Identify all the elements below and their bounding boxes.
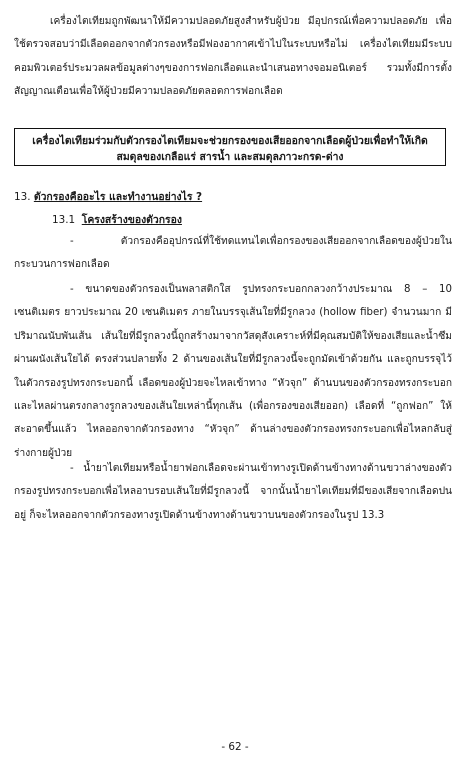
section-13-1-heading (52, 213, 182, 227)
section-13-heading (14, 190, 202, 204)
section-13-title: ตัวกรองคืออะไร และทำงานอย่างไร ? (33, 191, 203, 203)
page-number: - 62 - (221, 741, 249, 753)
callout-box: เครื่องไตเทียมร่วมกับตัวกรองไตเทียมจะช่วยกรองของเสียออกจากเลือดผู้ป่วยเพื่อทำให้เกิดสมดุลของเกลือแร่ สารน้ำ และสมดุลภาวะกรด-ด่าง (14, 128, 446, 166)
section-13-1-number: 13.1 (52, 214, 76, 226)
filter-definition-paragraph: - ตัวกรองคืออุปกรณ์ที่ใช้ทดแทนไตเพื่อกรองของเสียออกจากเลือดของผู้ป่วยในกระบวนการฟอกเลือด (14, 236, 452, 271)
intro-paragraph: เครื่องไตเทียมถูกพัฒนาให้มีความปลอดภัยสูงสำหรับผู้ป่วย มีอุปกรณ์เพื่อความปลอดภัย เพื่อใช้ตรวจสอบว่ามีเลือดออกจากตัวกรองหรือมีฟองอากาศเข้าไปในระบบหรือไม่ เครื่องไตเทียมมีระบบคอมพิวเตอร์ประมวลผลข้อมูลต่างๆของการฟอกเลือดและนำเสนอทางจอมอนิเตอร์ รวมทั้งมีการตั้งสัญญาณเตือนเพื่อให้ผู้ป่วยมีความปลอดภัยตลอดการฟอกเลือด (14, 16, 452, 98)
section-13-1-title: โครงสร้างของตัวกรอง (81, 214, 182, 226)
dialysate-flow-paragraph: - น้ำยาไตเทียมหรือน้ำยาฟอกเลือดจะผ่านเข้าทางรูเปิดด้านข้างทางด้านขวาล่างของตัวกรองรูปทรงกระบอกเพื่อไหลอาบรอบเส้นใยที่มีรูกลวงนี้ จากนั้นน้ำยาไตเทียมที่มีของเสียจากเลือดปนอยู่ ก็จะไหลออกจากตัวกรองทางรูเปิดด้านข้างทางด้านขวาบนของตัวกรองในรูป 13.3 (14, 463, 452, 521)
section-13-number: 13. (14, 191, 31, 203)
filter-structure-paragraph: - ขนาดของตัวกรองเป็นพลาสติกใส รูปทรงกระบอกกลวงกว้างประมาณ 8 – 10 เซนติเมตร ยาวประมาณ 20 เซนติเมตร ภายในบรรจุเส้นใยที่มีรูกลวง (hollow fiber) จำนวนมาก มีปริมาณนับพันเส้น เส้นใยที่มีรูกลวงนี้ถูกสร้างมาจากวัสดุสังเคราะห์ที่มีคุณสมบัติให้ของเสียและน้ำซึมผ่านผนังเส้นใยได้ ตรงส่วนปลายทั้ง 2 ด้านของเส้นใยที่มีรูกลวงนี้จะถูกมัดเข้าด้วยกัน และถูกบรรจุไว้ในตัวกรองรูปทรงกระบอกนี้ เลือดของผู้ป่วยจะไหลเข้าทาง “หัวจุก” ด้านบนของตัวกรองทรงกระบอก และไหลผ่านตรงกลางรูกลวงของเส้นใยเหล่านี้ทุกเส้น (เพื่อกรองของเสียออก) เลือดที่ “ถูกฟอก” ให้สะอาดขึ้นแล้ว ไหลออกจากตัวกรองทาง “หัวจุก” ด้านล่างของตัวกรองทรงกระบอกเพื่อไหลกลับสู่ร่างกายผู้ป่วย (14, 284, 452, 459)
